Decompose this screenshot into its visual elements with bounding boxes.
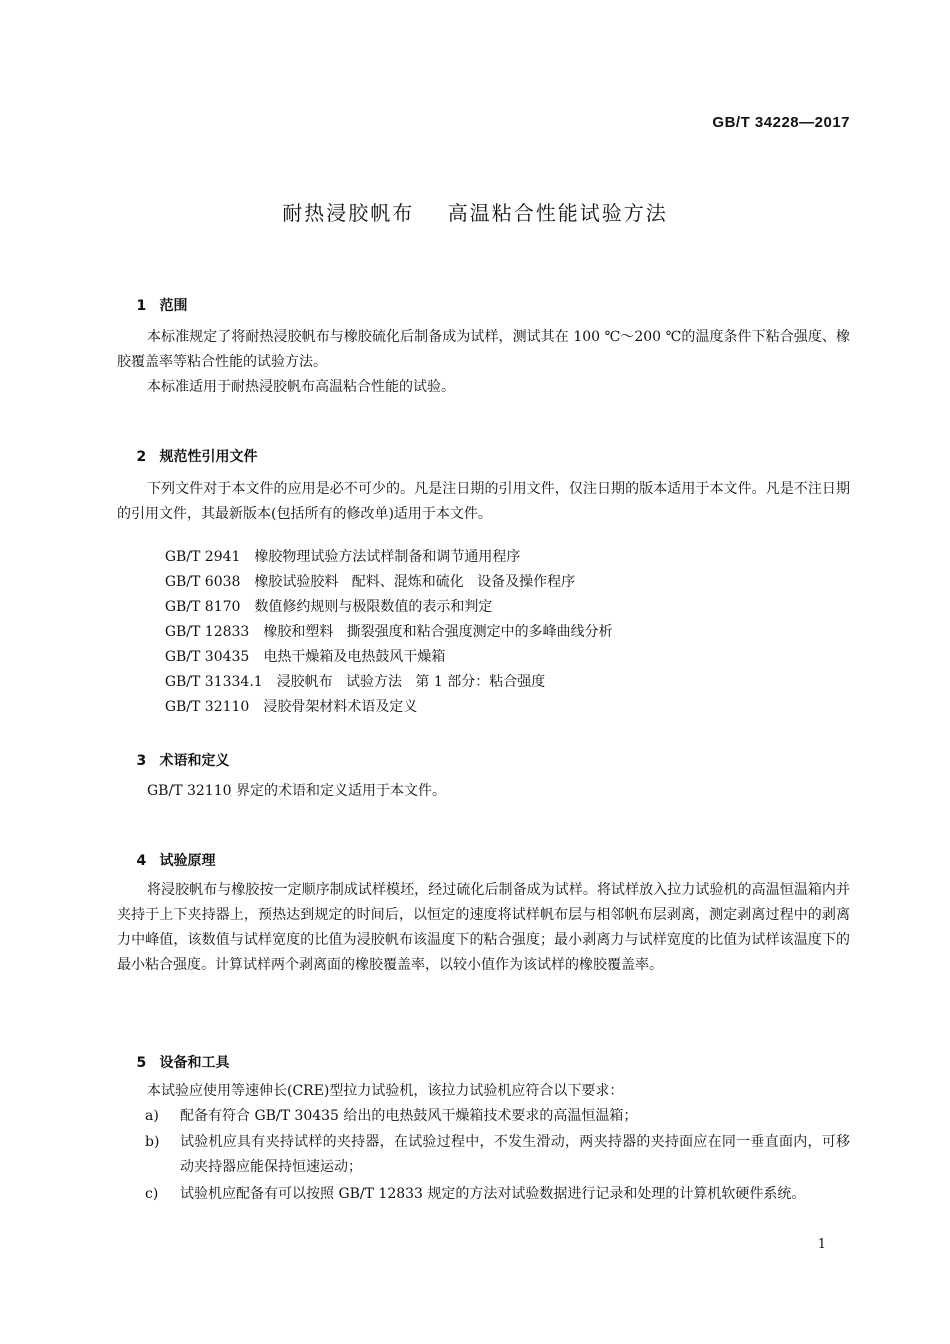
list-text: 配备有符合 GB/T 30435 给出的电热鼓风干燥箱技术要求的高温恒温箱； xyxy=(180,1108,638,1124)
reference-title: 电热干燥箱及电热鼓风干燥箱 xyxy=(263,649,446,665)
list-item xyxy=(117,1104,850,1129)
list-text: 试验机应具有夹持试样的夹持器，在试验过程中，不发生滑动，两夹持器的夹持面应在同一垂直面内，可移动夹持器应能保持恒速运动； xyxy=(180,1134,850,1175)
reference-code: GB/T 32110 xyxy=(164,699,250,715)
reference-title: 浸胶骨架材料术语及定义 xyxy=(263,699,418,715)
reference-code: GB/T 8170 xyxy=(164,599,241,615)
section-number: 2 xyxy=(136,449,147,465)
section-number: 3 xyxy=(136,753,147,769)
list-item xyxy=(117,1130,850,1180)
list-marker: b) xyxy=(145,1134,160,1150)
list-marker: a) xyxy=(145,1108,159,1124)
reference-title: 橡胶试验胶料 配料、混炼和硫化 设备及操作程序 xyxy=(254,574,576,590)
section-number: 5 xyxy=(136,1055,147,1071)
section-number: 4 xyxy=(136,853,147,869)
paragraph: 本试验应使用等速伸长(CRE)型拉力试验机，该拉力试验机应符合以下要求： xyxy=(147,1083,624,1099)
paragraph: 本标准适用于耐热浸胶帆布高温粘合性能的试验。 xyxy=(147,379,455,395)
list-item xyxy=(117,1182,850,1207)
reference-code: GB/T 31334.1 xyxy=(164,674,263,690)
paragraph: 下列文件对于本文件的应用是必不可少的。凡是注日期的引用文件，仅注日期的版本适用于本文件。凡是不注日期的引用文件，其最新版本(包括所有的修改单)适用于本文件。 xyxy=(117,481,850,522)
section-title: 规范性引用文件 xyxy=(159,449,258,465)
reference-item xyxy=(147,680,417,732)
reference-code: GB/T 2941 xyxy=(164,549,241,565)
reference-title: 橡胶和塑料 撕裂强度和粘合强度测定中的多峰曲线分析 xyxy=(263,624,613,640)
section-heading-scope xyxy=(117,279,188,331)
list-text: 试验机应配备有可以按照 GB/T 12833 规定的方法对试验数据进行记录和处理的计算机软硬件系统。 xyxy=(180,1186,806,1202)
section-heading-normative-references xyxy=(117,430,258,482)
reference-code: GB/T 6038 xyxy=(164,574,241,590)
section-title: 术语和定义 xyxy=(159,753,230,769)
reference-title: 橡胶物理试验方法试样制备和调节通用程序 xyxy=(254,549,521,565)
page-number: 1 xyxy=(817,1237,826,1252)
section-title: 设备和工具 xyxy=(159,1055,230,1071)
paragraph: 本标准规定了将耐热浸胶帆布与橡胶硫化后制备成为试样，测试其在 100 ℃～200 ℃的温度条件下粘合强度、橡胶覆盖率等粘合性能的试验方法。 xyxy=(117,329,850,370)
reference-title: 浸胶帆布 试验方法 第 1 部分：粘合强度 xyxy=(276,674,546,690)
paragraph: 将浸胶帆布与橡胶按一定顺序制成试样模坯，经过硫化后制备成为试样。将试样放入拉力试验机的高温恒温箱内并夹持于上下夹持器上，预热达到规定的时间后，以恒定的速度将试样帆布层与相邻帆布层剥离，测定剥离过程中的剥离力中峰值，该数值与试样宽度的比值为浸胶帆布该温度下的粘合强度；最小剥离力与试样宽度的比值为试样该温度下的最小粘合强度。计算试样两个剥离面的橡胶覆盖率，以较小值作为该试样的橡胶覆盖率。 xyxy=(117,882,850,973)
list-marker: c) xyxy=(145,1186,159,1202)
document-title: 耐热浸胶帆布 高温粘合性能试验方法 xyxy=(282,201,668,225)
section-number: 1 xyxy=(136,298,147,314)
section-title: 范围 xyxy=(159,298,188,314)
reference-code: GB/T 12833 xyxy=(164,624,250,640)
reference-title: 数值修约规则与极限数值的表示和判定 xyxy=(254,599,493,615)
reference-code: GB/T 30435 xyxy=(164,649,250,665)
standard-code: GB/T 34228—2017 xyxy=(712,114,850,131)
section-title: 试验原理 xyxy=(159,853,216,869)
paragraph: GB/T 32110 界定的术语和定义适用于本文件。 xyxy=(147,783,446,799)
